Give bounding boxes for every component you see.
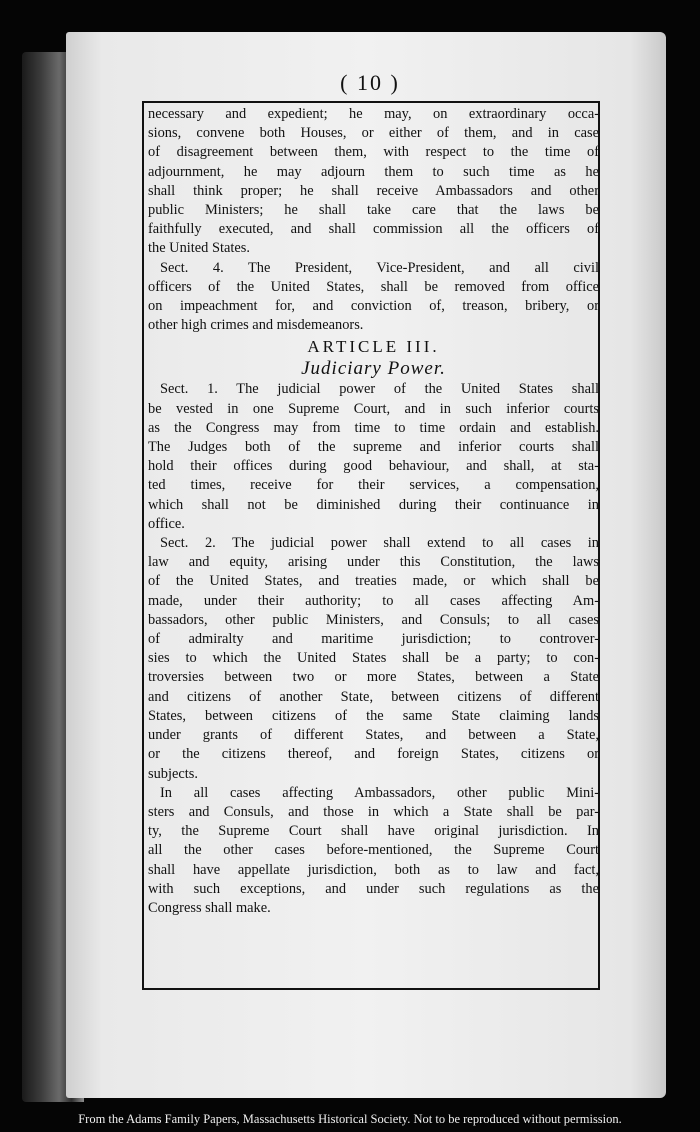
sect4-line: Sect. 4. The President, Vice-President, and all civil: [160, 259, 599, 276]
sect2-line: or the citizens thereof, and foreign States, citizens or: [148, 746, 599, 763]
sect1-line: as the Congress may from time to time ordain and establish.: [148, 419, 599, 436]
sect2-line: law and equity, arising under this Constitution, the laws: [148, 554, 599, 571]
text-line: faithfully executed, and shall commission all the officers of: [148, 221, 599, 238]
sect2-line: subjects.: [148, 765, 198, 782]
sect2-line: Sect. 2. The judicial power shall extend to all cases in: [160, 535, 599, 552]
sect4-line: on impeachment for, and conviction of, treason, bribery, or: [148, 298, 599, 315]
sect2-line: of the United States, and treaties made, or which shall be: [148, 573, 599, 590]
text-line: necessary and expedient; he may, on extraordinary occa-: [148, 106, 599, 122]
sect1-line: hold their offices during good behaviour, and shall, at sta-: [148, 458, 599, 475]
final-para-line: all the other cases before-mentioned, the Supreme Court: [148, 842, 599, 859]
sect4-line: other high crimes and misdemeanors.: [148, 317, 364, 334]
final-para-line: ty, the Supreme Court shall have original jurisdiction. In: [148, 823, 599, 840]
sect2-line: under grants of different States, and between a State,: [148, 727, 599, 744]
text-line: shall think proper; he shall receive Ambassadors and other: [148, 182, 599, 199]
final-para-line: with such exceptions, and under such regulations as the: [148, 880, 599, 897]
sect1-line: The Judges both of the supreme and inferior courts shall: [148, 439, 599, 456]
article-subheading: Judiciary Power.: [301, 358, 446, 380]
sect2-line: sies to which the United States shall be a party; to con-: [148, 650, 599, 667]
sect2-line: States, between citizens of the same State claiming lands: [148, 707, 599, 724]
final-para-line: shall have appellate jurisdiction, both as to law and fact,: [148, 861, 599, 878]
text-line: public Ministers; he shall take care that the laws be: [148, 202, 599, 219]
article-heading: ARTICLE III.: [307, 337, 440, 357]
sect1-line: Sect. 1. The judicial power of the United States shall: [160, 381, 599, 398]
sect2-line: troversies between two or more States, between a State: [148, 669, 599, 686]
final-para-line: In all cases affecting Ambassadors, other public Mini-: [160, 784, 599, 801]
sect2-line: of admiralty and maritime jurisdiction; to controver-: [148, 631, 599, 648]
text-line: sions, convene both Houses, or either of them, and in case: [148, 125, 599, 142]
sect1-line: office.: [148, 515, 185, 532]
final-para-line: Congress shall make.: [148, 899, 271, 916]
page-number: ( 10 ): [340, 70, 400, 95]
page-body-text: [148, 105, 599, 918]
sect2-line: bassadors, other public Ministers, and Consuls; to all cases: [148, 611, 599, 628]
archive-caption: From the Adams Family Papers, Massachusetts Historical Society. Not to be reproduced without permission.: [78, 1112, 622, 1126]
sect1-line: be vested in one Supreme Court, and in such inferior courts: [148, 400, 599, 417]
sect1-line: which shall not be diminished during their continuance in: [148, 496, 599, 513]
text-line: the United States.: [148, 240, 250, 257]
sect4-line: officers of the United States, shall be removed from office: [148, 278, 599, 295]
text-line: of disagreement between them, with respect to the time of: [148, 144, 599, 161]
text-line: adjournment, he may adjourn them to such time as he: [148, 163, 599, 180]
final-para-line: sters and Consuls, and those in which a State shall be par-: [148, 803, 599, 820]
sect2-line: made, under their authority; to all cases affecting Am-: [148, 592, 599, 609]
sect1-line: ted times, receive for their services, a compensation,: [148, 477, 599, 494]
sect2-line: and citizens of another State, between citizens of different: [148, 688, 599, 705]
